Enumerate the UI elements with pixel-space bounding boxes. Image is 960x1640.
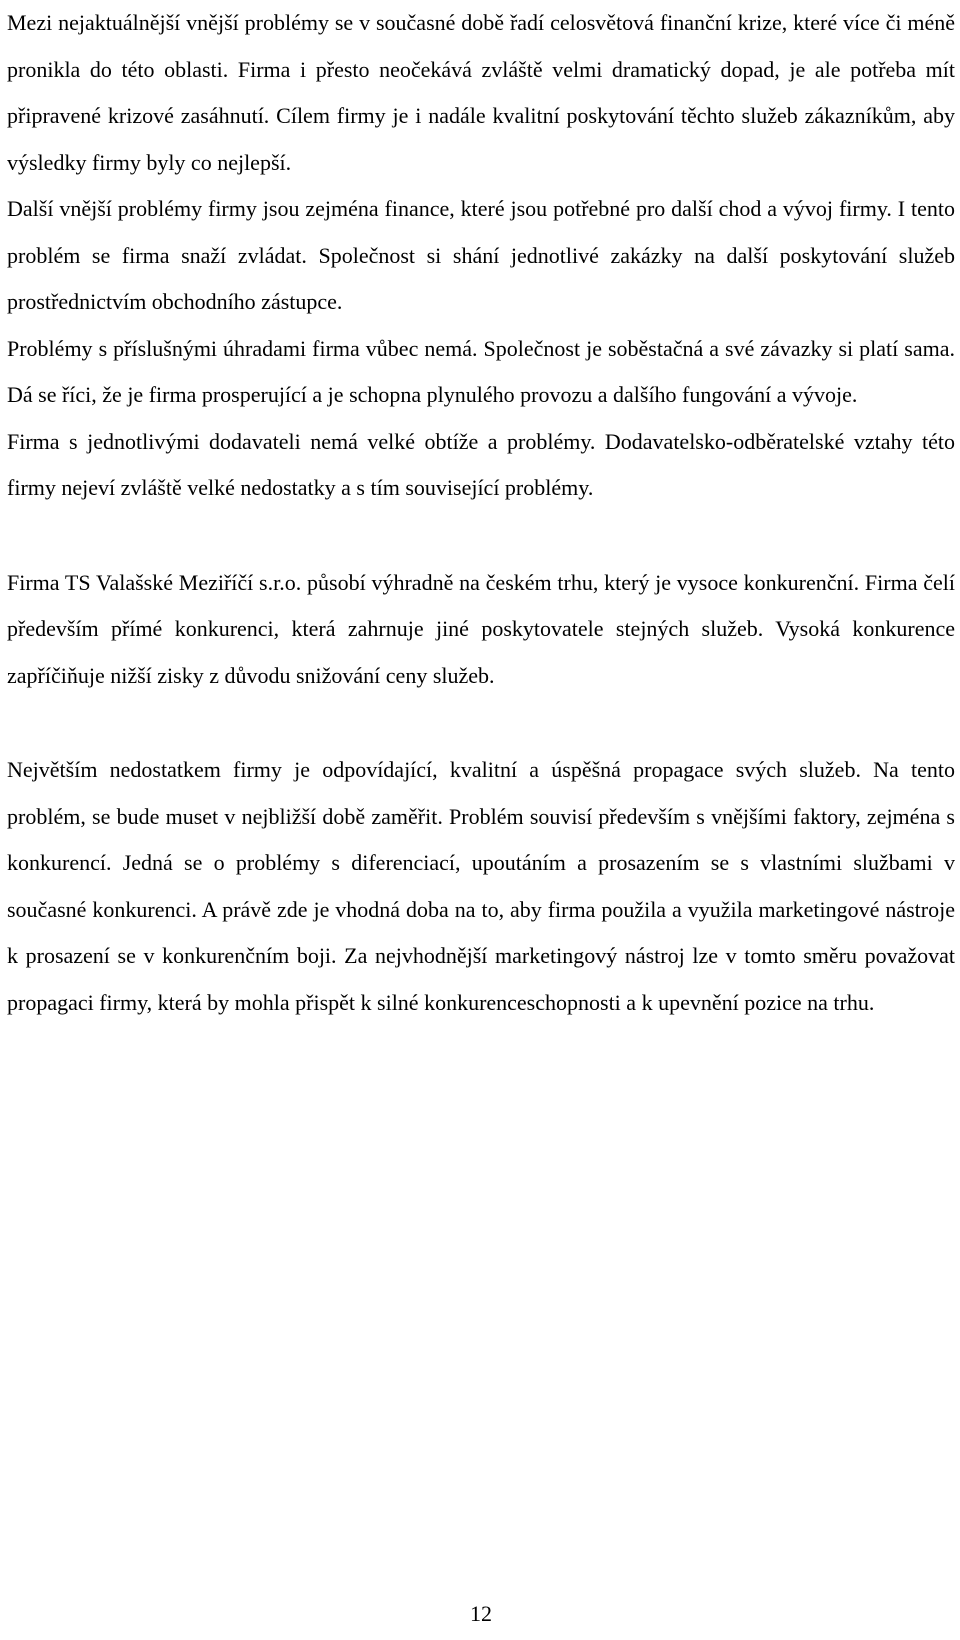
paragraph-external-problems: Mezi nejaktuálnější vnější problémy se v současné době řadí celosvětová finanční krize, které více či méně pronikla do této oblasti. Firma i přesto neočekává zvláště velmi dramatický dopad, je ale potřeba mít připravené krizové zasáhnutí. Cílem firmy je i nadále kvalitní poskytování těchto služeb zákazníkům, aby výsledky firmy byly co nejlepší. [7, 10, 955, 175]
page-number: 12 [470, 1601, 492, 1626]
paragraph-gap [7, 699, 955, 747]
paragraph-competition: Firma TS Valašské Meziříčí s.r.o. působí výhradně na českém trhu, který je vysoce konkurenční. Firma čelí především přímé konkurenci, která zahrnuje jiné poskytovatele stejných služeb. Vysoká konkurence zapříčiňuje nižší zisky z důvodu snižování ceny služeb. [7, 569, 955, 688]
paragraph-gap [7, 512, 955, 560]
paragraph-suppliers: Firma s jednotlivými dodavateli nemá velké obtíže a problémy. Dodavatelsko-odběratelské vztahy této firmy nejeví zvláště velké nedostatky a s tím související problémy. [7, 428, 955, 500]
paragraph-finance: Další vnější problémy firmy jsou zejména finance, které jsou potřebné pro další chod a vývoj firmy. I tento problém se firma snaží zvládat. Společnost si shání jednotlivé zakázky na další poskytování služeb prostřednictvím obchodního zástupce. [7, 196, 955, 314]
paragraph-payments: Problémy s příslušnými úhradami firma vůbec nemá. Společnost je soběstačná a své závazky si platí sama. Dá se říci, že je firma prosperující a je schopna plynulého provozu a dalšího fungování a vývoje. [7, 335, 955, 407]
document-body [7, 0, 955, 1026]
paragraph-promotion: Největším nedostatkem firmy je odpovídající, kvalitní a úspěšná propagace svých služeb. Na tento problém, se bude muset v nejbližší době zaměřit. Problém souvisí především s vnějšími faktory, zejména s konkurencí. Jedná se o problémy s diferenciací, upoutáním a prosazením se s vlastními službami v současné konkurenci. A právě zde je vhodná doba na to, aby firma použila a využila marketingové nástroje k prosazení se v konkurenčním boji. Za nejvhodnější marketingový nástroj lze v tomto směru považovat propagaci firmy, která by mohla přispět k silné konkurenceschopnosti a k upevnění pozice na trhu. [7, 757, 955, 1015]
